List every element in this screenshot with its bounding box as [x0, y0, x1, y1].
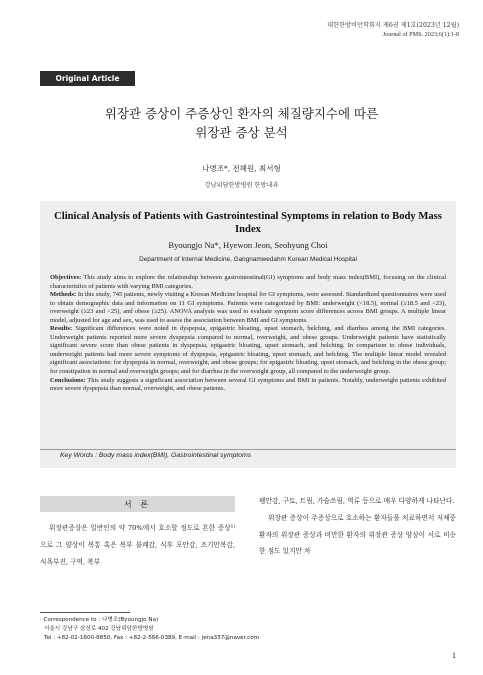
footnote-contact: Tel : +82-02-1600-8850, Fax : +82-2-566-0389, E-mail : jena337@naver.com [44, 635, 260, 642]
journal-header-citation: Journal of PMS. 2023;6(1):1-8 [382, 31, 459, 38]
intro-left-column: 위장관증상은 일반인의 약 70%에서 호소할 정도로 흔한 증상¹⁾으로 그 양상이 복통 혹은 복부 불쾌감, 식후 포만감, 조기만복감, 식욕부진, 구역, 복부 [40, 524, 235, 566]
english-title: Clinical Analysis of Patients with Gastrointestinal Symptoms in relation to Body Mass Index [54, 211, 442, 235]
journal-header [327, 21, 459, 39]
abstract-objectives [50, 274, 446, 291]
footnote-address: 서울시 강남구 삼성로 402 강남위담한방병원 [44, 626, 154, 633]
english-affiliation: Department of Internal Medicine, Gangnamwedahm Korean Medical Hospital [139, 256, 357, 263]
intro-right-para1: 팽만감, 구토, 트림, 가슴쓰림, 역류 등으로 매우 다양하게 나타난다. [259, 497, 455, 505]
korean-title [0, 104, 483, 142]
footnote-divider [40, 612, 130, 613]
results-label: Results: [50, 325, 73, 333]
abstract-methods [50, 291, 446, 325]
objectives-text: This study aims to explore the relationship between gastrointestinal(GI) symptoms and body mass index(BMI), focusing on the clinical characteristics of patients with varying BMI categories. [50, 274, 446, 290]
korean-title-line1: 위장관 증상이 주증상인 환자의 체질량지수에 따른 [104, 106, 379, 121]
objectives-label: Objectives: [50, 274, 82, 281]
intro-heading: 서 론 [40, 496, 235, 512]
conclusions-text: This study suggests a significant association between several GI symptoms and BMI in patients. Notably, underweight patients exhibited more severe dyspepsia than normal, overweight, and obese patients. [50, 376, 446, 393]
correspondence-footnote [40, 616, 370, 644]
results-text: Significant differences were noted in dyspepsia, epigastric bloating, upset stomach, belching, and diarrhea among the BMI categories. Underweight patients reported more severe dyspepsia compared to normal, overweight, and obese groups. Underweight patients have statistically significant severe score than obese patients in dyspepsia, epigastric bloating, upset stomach, and belching. In comparison to obese individuals, underweight patients had more severe symptoms of dyspepsia, epigastric bloating, upset stomach, and belching. The multiple linear model revealed significant associations: for dyspepsia in normal, overweight, and obese groups; for epigastric bloating, upset stomach, and belching in the obese group; for constipation in normal and overweight groups; and for diarrhea in the overweight group, all compared to the underweight group. [50, 325, 447, 376]
methods-text: In this study, 745 patients, newly visiting a Korean Medicine hospital for GI symptoms, were assessed. Standardized questionnaires were used to obtain demographic data and information on 11 GI symptoms. Patients were categorized by BMI: underweight (<18.5), normal (≥18.5 and <23), overweight (≥23 and <25), and obese (≥25). ANOVA analysis was used to evaluate symptom score differences across BMI groups. A multiple linear model, adjusted for age and sex, was used to assess the association between BMI and GI symptoms. [50, 291, 447, 324]
abstract-text [50, 274, 446, 394]
abstract-conclusions [50, 377, 446, 394]
methods-label: Methods: [50, 291, 77, 299]
korean-affiliation: 강남위담한방병원 한방내과 [204, 182, 279, 189]
keywords: Key Words : Body mass index(BMI), Gastrointestinal symptoms [40, 449, 456, 461]
korean-title-line2: 위장관 증상 분석 [195, 125, 288, 140]
article-type-badge: Original Article [40, 71, 135, 86]
intro-right-para2: 위장관 증상이 주증상으로 호소하는 환자들을 치료하면서 저체중 환자의 위장관 증상과 비만한 환자의 위장관 증상 양상이 서로 비슷한 점도 있지만 차 [259, 513, 456, 556]
journal-header-korean: 대한한방비만학회지 제6권 제1호(2023년 12월) [327, 22, 459, 29]
page-number: 1 [452, 651, 456, 660]
footnote-correspondence: · Correspondence to : 나병조(Byoungjo Na) [40, 617, 159, 623]
abstract-results [50, 325, 446, 376]
english-authors: Byoungjo Na*, Hyewon Jeon, Seohyung Choi [168, 240, 328, 250]
korean-authors: 나병조*, 전혜원, 최서형 [202, 164, 281, 173]
conclusions-label: Conclusions: [50, 376, 86, 384]
intro-right-column [259, 493, 456, 560]
